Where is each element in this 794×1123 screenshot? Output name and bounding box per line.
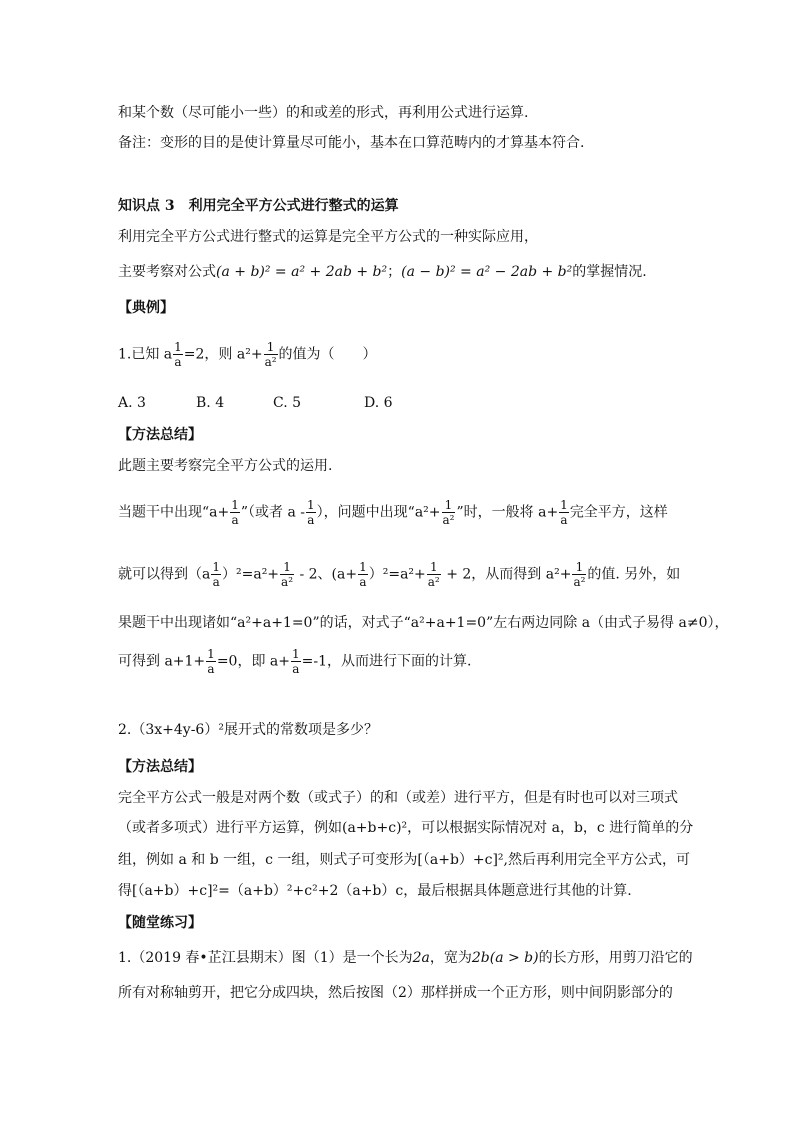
practice-label: 【随堂练习】: [118, 915, 202, 931]
practice-1-line-2: 所有对称轴剪开，把它分成四块，然后按图（2）那样拼成一个正方形，则中间阴影部分的: [118, 985, 673, 1001]
option-d: D. 6: [364, 395, 393, 411]
knowledge-point-3-formulas: [118, 262, 754, 282]
method-2-line-3: 组，例如 a 和 b 一组，c 一组，则式子可变形为[（a+b）+c]²,然后再利用完全平方公式，可: [118, 852, 690, 868]
method-1-line-1: 此题主要考察完全平方公式的运用.: [118, 458, 333, 474]
intro-note: 备注：变形的目的是使计算量尽可能小，基本在口算范畴内的才算基本符合.: [118, 135, 585, 151]
method-1-line-5: 可得到 a+1+ $\frac{1}{a}$ =0，即 a+ $\frac{1}{a}$ =-1，从而进行下面的计算.: [118, 647, 472, 676]
intro-line-1: 和某个数（尽可能小一些）的和或差的形式，再利用公式进行运算.: [118, 105, 529, 121]
knowledge-point-3-title: 知识点 3 利用完全平方公式进行整式的运算: [118, 198, 399, 214]
q1-mid: =2，则 a²+: [183, 346, 263, 363]
option-a: A. 3: [118, 395, 146, 411]
question-1: [118, 340, 754, 369]
example-label: 【典例】: [118, 300, 174, 316]
method-2-line-4: 得[（a+b）+c]²=（a+b）²+c²+2（a+b）c，最后根据具体题意进行其他的计算.: [118, 883, 632, 899]
formula-diff-square: (a − b)² = a² − 2ab + b²: [401, 264, 573, 280]
option-b: B. 4: [196, 395, 225, 411]
formula-separator: ；: [387, 264, 402, 280]
question-2: 2.（3x+4y-6）²展开式的常数项是多少？: [118, 722, 378, 738]
method-summary-label-1: 【方法总结】: [118, 427, 202, 443]
method-1-line-3: 就可以得到（a $\frac{1}{a}$ ）²=a²+ $\frac{1}{\text{a²}}$ - 2、(a+ $\frac{1}{a}$ ）²=a²+ $\frac{1}{\text{a²}}$ + 2，从而得到 a²+ $\frac{1}{\text{a²}}$ 的值. 另外，如: [118, 560, 681, 589]
method-1-line-2: 当题干中出现“a+ $\frac{1}{a}$ ”（或者 a - $\frac{1}{a}$ ），问题中出现“a²+ $\frac{1}{\text{a²}}$ ”时，一般将 a+ $\frac{1}{a}$ 完全平方，这样: [118, 498, 668, 527]
method-2-line-2: （或者多项式）进行平方运算，例如(a+b+c)²，可以根据实际情况对 a，b，c 进行简单的分: [118, 820, 694, 836]
q1-post: 的值为（ ）: [278, 346, 377, 363]
q1-pre: 1.已知 a: [118, 346, 173, 363]
formula-sum-square: (a + b)² = a² + 2ab + b²: [216, 264, 388, 280]
q1-options: [118, 393, 754, 413]
option-c: C. 5: [273, 395, 302, 411]
method-summary-label-2: 【方法总结】: [118, 759, 202, 775]
method-2-line-1: 完全平方公式一般是对两个数（或式子）的和（或差）进行平方，但是有时也可以对三项式: [118, 790, 678, 806]
practice-1-line-1: 1.（2019 春•芷江县期末）图（1）是一个长为2a，宽为2b(a > b)的长方形，用剪刀沿它的: [118, 950, 693, 966]
formula-outro: 的掌握情况.: [572, 264, 647, 280]
q1-fraction-1: $\frac{1}{a}$: [174, 340, 182, 369]
q1-fraction-2: $\frac{1}{\text{a²}}$: [264, 340, 277, 369]
formula-intro: 主要考察对公式: [118, 264, 216, 280]
method-1-line-4: 果题干中出现诸如“a²+a+1=0”的话，对式子“a²+a+1=0”左右两边同除 a（由式子易得 a≠0），: [118, 615, 729, 631]
knowledge-point-3-desc: 利用完全平方公式进行整式的运算是完全平方公式的一种实际应用，: [118, 229, 538, 245]
